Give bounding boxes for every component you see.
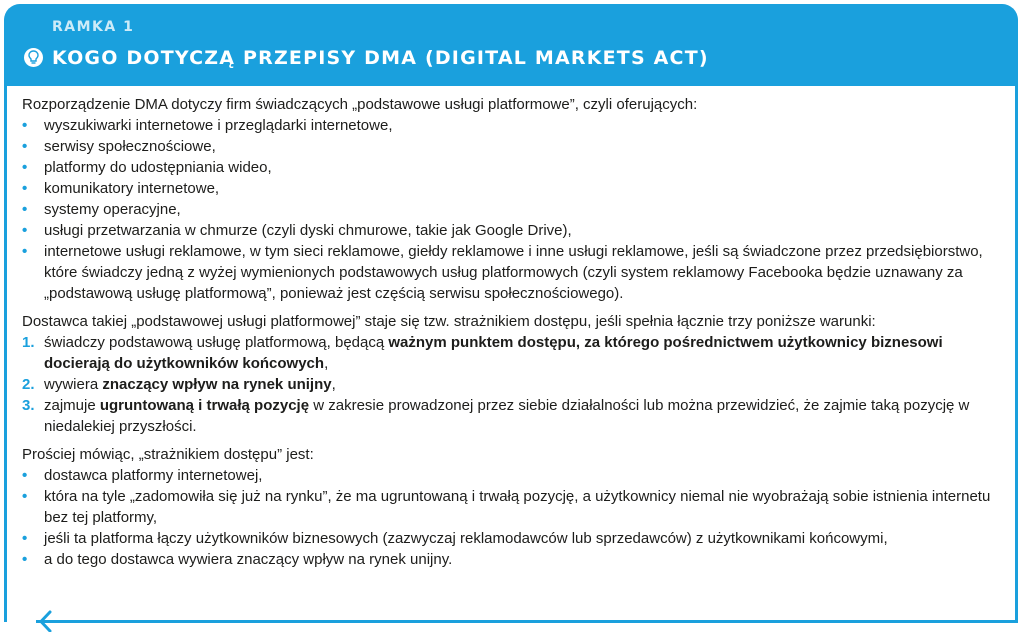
summary-list [22,465,1007,570]
intro-text: Rozporządzenie DMA dotyczy firm świadczących „podstawowe usługi platformowe”, czyli oferujących: [22,96,698,113]
box-kicker: RAMKA 1 [52,19,135,35]
list-item: • jeśli ta platforma łączy użytkowników biznesowych (zazwyczaj reklamodawców lub sprzedawców) z użytkownikami końcowymi, [22,528,1007,549]
list-item: • systemy operacyjne, [22,199,1007,220]
condition-emphasis: znaczący wpływ na rynek unijny [102,376,332,393]
list-item: • która na tyle „zadomowiła się już na rynku”, że ma ugruntowaną i trwałą pozycję, a użytkownicy niemal nie wyobrażają sobie istnienia internetu bez tej platformy, [22,486,1007,528]
condition-text: , [324,355,329,372]
condition-emphasis: ważnym punktem dostępu, za którego pośrednictwem użytkownicy biznesowi docierają do użytkowników końcowych [44,334,943,372]
box-content [22,94,1007,570]
condition-number: 1. [22,334,35,351]
services-list [22,115,1007,304]
list-item: • wyszukiwarki internetowe i przeglądarki internetowe, [22,115,1007,136]
condition-number: 2. [22,376,35,393]
summary-intro: Prościej mówiąc, „strażnikiem dostępu” jest: [22,446,314,463]
condition-item [22,332,1007,374]
list-item: • internetowe usługi reklamowe, w tym sieci reklamowe, giełdy reklamowe i inne usługi reklamowe, jeśli są świadczone przez przedsiębiorstwo, które świadczy jedną z wyżej wymienionych podstawowych usług platformowych (czyli system reklamowy Facebooka będzie uznawany za „podstawową usługę platformową”, ponieważ jest częścią serwisu społecznościowego). [22,241,1007,304]
list-item: • serwisy społecznościowe, [22,136,1007,157]
conditions-intro: Dostawca takiej „podstawowej usługi platformowej” staje się tzw. strażnikiem dostępu, jeśli spełnia łącznie trzy poniższe warunki: [22,313,876,330]
condition-item [22,374,1007,395]
condition-item [22,395,1007,437]
condition-text: wywiera [44,376,103,393]
lightbulb-icon [24,48,43,67]
list-item: • usługi przetwarzania w chmurze (czyli dyski chmurowe, takie jak Google Drive), [22,220,1007,241]
condition-text: w zakresie prowadzonej przez siebie działalności lub można przewidzieć, że zajmie taką pozycję w niedalekiej przyszłości. [44,397,970,435]
condition-text: , [331,376,336,393]
arrow-left-icon [38,610,54,632]
list-item: • a do tego dostawca wywiera znaczący wpływ na rynek unijny. [22,549,1007,570]
conditions-list [22,332,1007,437]
bottom-border-line [36,620,1018,623]
condition-number: 3. [22,397,35,414]
list-item: • platformy do udostępniania wideo, [22,157,1007,178]
box-header [4,4,1018,86]
list-item: • komunikatory internetowe, [22,178,1007,199]
box-title: KOGO DOTYCZĄ PRZEPISY DMA (DIGITAL MARKETS ACT) [52,47,709,69]
list-item: • dostawca platformy internetowej, [22,465,1007,486]
condition-text: zajmuje [44,397,100,414]
condition-text: świadczy podstawową usługę platformową, będącą [44,334,389,351]
condition-emphasis: ugruntowaną i trwałą pozycję [99,397,310,414]
